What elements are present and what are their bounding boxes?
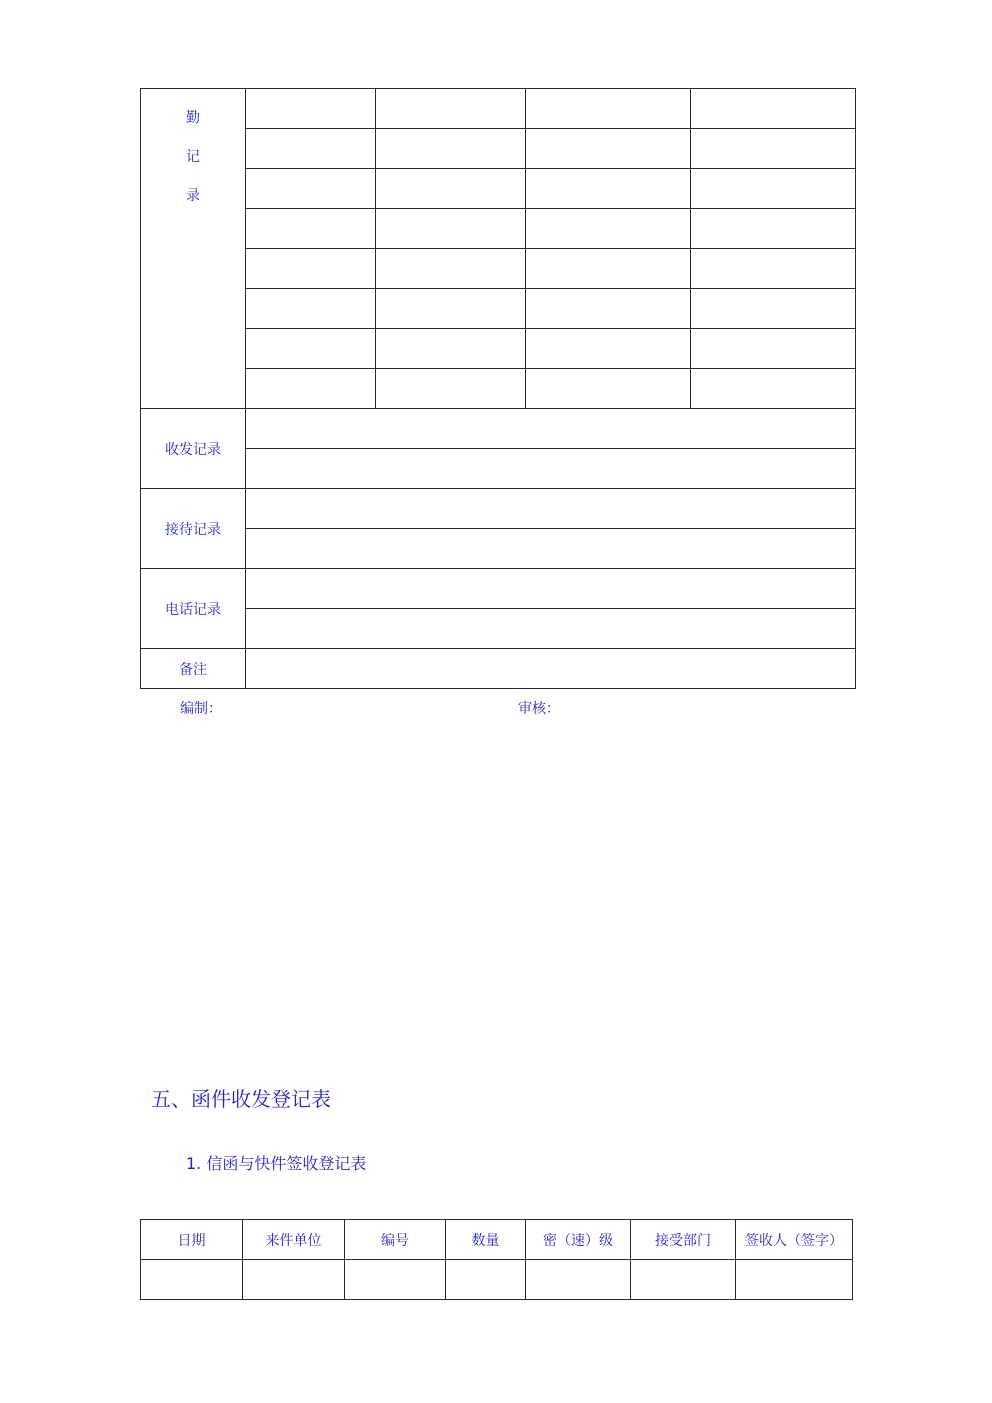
attendance-cell[interactable]: [376, 249, 526, 289]
attendance-cell[interactable]: [691, 249, 856, 289]
attendance-cell[interactable]: [376, 289, 526, 329]
mail-cell[interactable]: [243, 1260, 345, 1300]
phone-record-label: 电话记录: [141, 569, 246, 649]
attendance-cell[interactable]: [691, 329, 856, 369]
attendance-cell[interactable]: [376, 369, 526, 409]
column-header-sender-unit: 来件单位: [243, 1220, 345, 1260]
phone-record-entry[interactable]: [246, 609, 856, 649]
attendance-label-char: 录: [186, 188, 200, 204]
send-receive-record-entry[interactable]: [246, 449, 856, 489]
reception-record-entry[interactable]: [246, 529, 856, 569]
section-heading: 五、函件收发登记表: [151, 1087, 331, 1111]
column-header-receiving-department: 接受部门: [631, 1220, 736, 1260]
attendance-cell[interactable]: [691, 369, 856, 409]
send-receive-record-label: 收发记录: [141, 409, 246, 489]
attendance-cell[interactable]: [691, 289, 856, 329]
attendance-cell[interactable]: [526, 129, 691, 169]
column-header-urgency-level: 密（速）级: [526, 1220, 631, 1260]
attendance-cell[interactable]: [246, 369, 376, 409]
column-header-signer: 签收人（签字）: [736, 1220, 853, 1260]
attendance-cell[interactable]: [526, 169, 691, 209]
mail-cell[interactable]: [631, 1260, 736, 1300]
attendance-cell[interactable]: [526, 89, 691, 129]
mail-cell[interactable]: [736, 1260, 853, 1300]
attendance-cell[interactable]: [246, 289, 376, 329]
attendance-cell[interactable]: [376, 169, 526, 209]
reception-record-label: 接待记录: [141, 489, 246, 569]
attendance-cell[interactable]: [526, 329, 691, 369]
attendance-cell[interactable]: [246, 249, 376, 289]
send-receive-record-entry[interactable]: [246, 409, 856, 449]
column-header-quantity: 数量: [446, 1220, 526, 1260]
compiled-by-label: 编制：: [180, 701, 222, 717]
sub-heading: 1. 信函与快件签收登记表: [186, 1154, 367, 1173]
attendance-cell[interactable]: [376, 89, 526, 129]
mail-signing-table: [140, 1219, 853, 1300]
attendance-record-table: [140, 88, 856, 689]
attendance-cell[interactable]: [526, 209, 691, 249]
attendance-cell[interactable]: [376, 129, 526, 169]
attendance-cell[interactable]: [246, 329, 376, 369]
attendance-cell[interactable]: [246, 89, 376, 129]
attendance-cell[interactable]: [526, 289, 691, 329]
attendance-cell[interactable]: [246, 129, 376, 169]
attendance-cell[interactable]: [246, 209, 376, 249]
column-header-number: 编号: [345, 1220, 446, 1260]
attendance-cell[interactable]: [376, 209, 526, 249]
mail-cell[interactable]: [446, 1260, 526, 1300]
notes-entry[interactable]: [246, 649, 856, 689]
attendance-label-char: 勤: [186, 110, 200, 126]
reviewed-by-label: 审核：: [518, 701, 560, 717]
column-header-date: 日期: [141, 1220, 243, 1260]
attendance-cell[interactable]: [246, 169, 376, 209]
mail-cell[interactable]: [345, 1260, 446, 1300]
attendance-cell[interactable]: [526, 369, 691, 409]
attendance-cell[interactable]: [691, 209, 856, 249]
attendance-cell[interactable]: [376, 329, 526, 369]
mail-cell[interactable]: [141, 1260, 243, 1300]
attendance-cell[interactable]: [526, 249, 691, 289]
reception-record-entry[interactable]: [246, 489, 856, 529]
notes-label: 备注: [141, 649, 246, 689]
mail-cell[interactable]: [526, 1260, 631, 1300]
attendance-label-char: 记: [186, 149, 200, 165]
attendance-label-cell: [141, 89, 246, 409]
attendance-cell[interactable]: [691, 89, 856, 129]
attendance-cell[interactable]: [691, 129, 856, 169]
phone-record-entry[interactable]: [246, 569, 856, 609]
attendance-cell[interactable]: [691, 169, 856, 209]
